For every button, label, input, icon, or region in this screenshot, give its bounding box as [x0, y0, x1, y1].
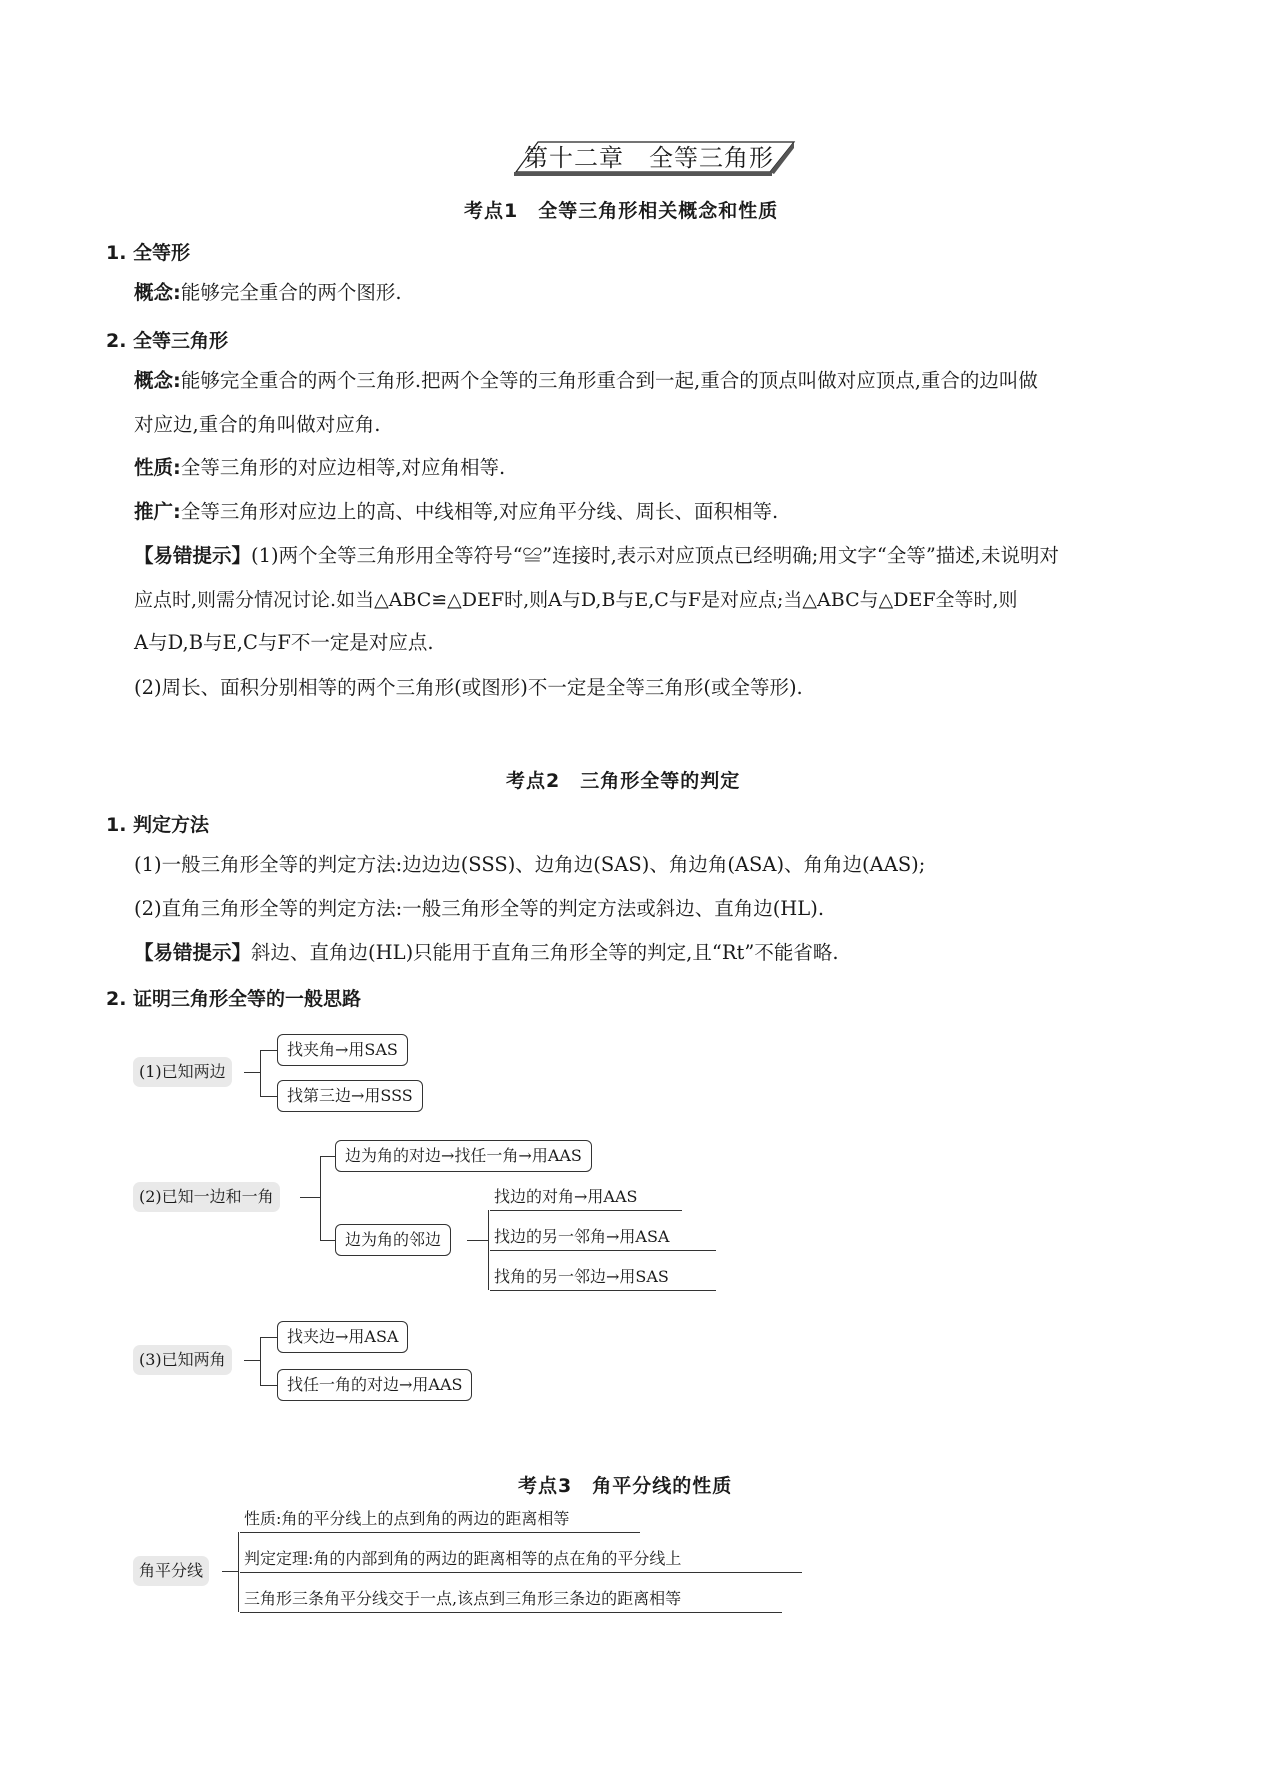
- kd2-s1-heading: 1. 判定方法: [106, 814, 210, 836]
- kd3-item-2: 判定定理:角的内部到角的两边的距离相等的点在角的平分线上: [240, 1546, 802, 1573]
- kd3-item-1: 性质:角的平分线上的点到角的两边的距离相等: [240, 1506, 640, 1533]
- tree3-branch-1: 找夹边→用ASA: [277, 1321, 408, 1353]
- connector: [222, 1571, 238, 1572]
- tree2-sub-3: 找角的另一邻边→用SAS: [490, 1264, 716, 1291]
- kd2-tip: [134, 940, 839, 966]
- connector: [467, 1240, 488, 1241]
- label: 概念:: [134, 369, 181, 392]
- kd1-s2-concept-line2: 对应边,重合的角叫做对应角.: [134, 413, 381, 436]
- connector: [320, 1240, 336, 1241]
- text: 全等三角形对应边上的高、中线相等,对应角平分线、周长、面积相等.: [180, 500, 779, 523]
- connector: [260, 1385, 278, 1386]
- kd1-s2-extend: [134, 499, 778, 525]
- kd1-tip-line3: A与D,B与E,C与F不一定是对应点.: [134, 631, 434, 654]
- tree1-branch-1: 找夹角→用SAS: [277, 1034, 408, 1066]
- kd2-method-1: (1)一般三角形全等的判定方法:边边边(SSS)、边角边(SAS)、角边角(ASA)、角角边(AAS);: [134, 853, 926, 876]
- kd1-s2-heading: 2. 全等三角形: [106, 330, 229, 352]
- kd2-method-2: (2)直角三角形全等的判定方法:一般三角形全等的判定方法或斜边、直角边(HL).: [134, 897, 825, 920]
- kd1-tip-line2: 应点时,则需分情况讨论.如当△ABC≌△DEF时,则A与D,B与E,C与F是对应点;当△ABC与△DEF全等时,则: [134, 589, 1018, 611]
- connector: [320, 1156, 336, 1157]
- tree3-root: (3)已知两角: [133, 1345, 232, 1375]
- connector: [260, 1096, 278, 1097]
- connector: [244, 1072, 260, 1073]
- connector: [260, 1050, 278, 1051]
- kd1-s1-heading: 1. 全等形: [106, 242, 191, 264]
- label: 性质:: [134, 456, 181, 479]
- tree1-root: (1)已知两边: [133, 1057, 232, 1087]
- kd2-s2-heading: 2. 证明三角形全等的一般思路: [106, 988, 362, 1010]
- kd1-s1-concept: [134, 280, 402, 306]
- kd1-tip-line1: [134, 543, 1059, 569]
- connector: [260, 1050, 261, 1096]
- tree2-branch-2: 边为角的邻边: [335, 1224, 451, 1256]
- tree1-branch-2: 找第三边→用SSS: [277, 1080, 423, 1112]
- kd1-s2-property: [134, 455, 505, 481]
- kd3-title: 考点3 角平分线的性质: [518, 1475, 733, 1497]
- kd3-root: 角平分线: [133, 1556, 209, 1586]
- text: (1)两个全等三角形用全等符号“≌”连接时,表示对应顶点已经明确;用文字“全等”描述,未说明对: [251, 544, 1059, 567]
- kd2-title: 考点2 三角形全等的判定: [506, 770, 741, 792]
- connector: [300, 1197, 320, 1198]
- connector: [244, 1360, 260, 1361]
- label: 【易错提示】: [134, 941, 252, 964]
- label: 【易错提示】: [134, 544, 252, 567]
- tree3-branch-2: 找任一角的对边→用AAS: [277, 1369, 472, 1401]
- kd1-s2-concept-line1: [134, 368, 1038, 394]
- text: 全等三角形的对应边相等,对应角相等.: [180, 456, 506, 479]
- text: 斜边、直角边(HL)只能用于直角三角形全等的判定,且“Rt”不能省略.: [251, 941, 839, 964]
- connector: [260, 1337, 278, 1338]
- connector: [320, 1156, 321, 1240]
- label: 概念:: [134, 281, 181, 304]
- tree2-sub-1: 找边的对角→用AAS: [490, 1184, 682, 1211]
- kd1-tip-line4: (2)周长、面积分别相等的两个三角形(或图形)不一定是全等三角形(或全等形).: [134, 676, 803, 699]
- label: 推广:: [134, 500, 181, 523]
- tree2-root: (2)已知一边和一角: [133, 1182, 280, 1212]
- tree2-branch-1: 边为角的对边→找任一角→用AAS: [335, 1140, 592, 1172]
- kd1-title: 考点1 全等三角形相关概念和性质: [464, 200, 779, 222]
- kd3-item-3: 三角形三条角平分线交于一点,该点到三角形三条边的距离相等: [240, 1586, 782, 1613]
- chapter-title: 第十二章 全等三角形: [524, 144, 774, 172]
- connector: [260, 1337, 261, 1385]
- text: 能够完全重合的两个三角形.把两个全等的三角形重合到一起,重合的顶点叫做对应顶点,重合的边叫做: [180, 369, 1038, 392]
- text: 能够完全重合的两个图形.: [180, 281, 402, 304]
- tree2-sub-2: 找边的另一邻角→用ASA: [490, 1224, 716, 1251]
